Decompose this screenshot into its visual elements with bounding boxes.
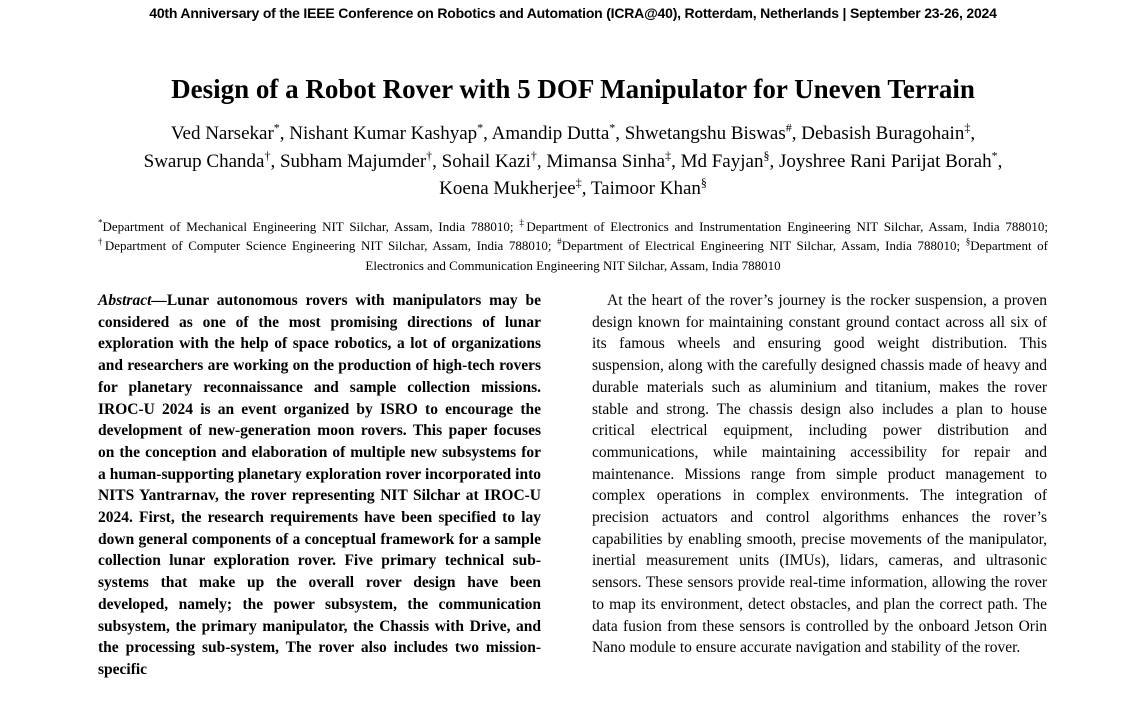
author-name: Swarup Chanda xyxy=(143,150,265,172)
conference-header: 40th Anniversary of the IEEE Conference on Robotics and Automation (ICRA@40), Rotterdam, Netherlands | September 23-26, 2024 xyxy=(149,5,997,21)
author-entry xyxy=(279,120,484,144)
affiliation-marker: * xyxy=(609,120,616,135)
author-block xyxy=(98,120,1048,203)
author-name: , xyxy=(997,150,1003,172)
author-name: , Shwetangshu Biswas xyxy=(615,123,786,144)
author-entry xyxy=(998,151,1003,172)
author-entry xyxy=(970,123,975,144)
affiliation-entry xyxy=(519,219,1048,234)
affiliation-marker: * xyxy=(991,148,998,163)
author-name: Ved Narsekar xyxy=(170,123,274,144)
affiliation-marker: § xyxy=(763,148,770,163)
author-entry xyxy=(432,148,537,172)
author-entry xyxy=(270,148,433,172)
affiliation-text: Department of Electronics and Instrumentation Engineering NIT Silchar, Assam, India 788010; xyxy=(526,218,1049,234)
affiliation-marker: † xyxy=(426,148,433,163)
author-entry xyxy=(769,148,998,172)
author-line-3 xyxy=(98,175,1048,203)
affiliation-marker: † xyxy=(264,148,271,163)
author-name: , xyxy=(970,123,976,144)
two-column-body xyxy=(98,290,1048,681)
abstract-column xyxy=(98,290,541,681)
author-name: , Debasish Buragohain xyxy=(791,123,965,144)
author-line-2 xyxy=(98,148,1048,176)
affiliation-marker: ‡ xyxy=(665,148,672,163)
author-name: , Joyshree Rani Parijat Borah xyxy=(769,150,992,172)
affiliation-marker: * xyxy=(477,120,484,135)
affiliation-entry xyxy=(557,238,966,253)
author-name: , Amandip Dutta xyxy=(483,123,610,144)
affiliation-marker: * xyxy=(98,217,103,228)
affiliation-entry xyxy=(98,238,557,253)
affiliation-text: Department of Electronics and Communication Engineering NIT Silchar, Assam, India 788010 xyxy=(365,238,1048,273)
abstract-paragraph xyxy=(98,290,541,681)
author-name: , Sohail Kazi xyxy=(432,150,531,172)
author-name: Koena Mukherjee xyxy=(439,178,576,199)
author-entry xyxy=(671,148,770,172)
author-name: , Subham Majumder xyxy=(270,150,427,172)
author-name: , Md Fayjan xyxy=(671,150,764,172)
affiliation-marker: § xyxy=(965,236,971,247)
author-name: , Taimoor Khan xyxy=(581,178,701,199)
affiliation-text: Department of Computer Science Engineering NIT Silchar, Assam, India 788010; xyxy=(104,238,558,253)
affiliation-marker: § xyxy=(700,175,707,190)
author-entry xyxy=(170,120,280,144)
affiliation-marker: # xyxy=(557,236,562,247)
affiliations-block xyxy=(98,217,1048,276)
author-entry xyxy=(483,120,616,144)
body-paragraph: At the heart of the rover’s journey is the rocker suspension, a proven design known for maintaining constant ground contact across all six of its famous wheels and ensuring good weight distribution. This suspension, along with the carefully designed chassis made of heavy and durable materials such as aluminium and titanium, makes the rover stable and strong. The chassis design also includes a plan to house critical electrical equipment, including power distribution and communications, while maintaining accessibility for repair and maintenance. Missions range from simple product management to complex operations in complex environments. The integration of precision actuators and control algorithms enhances the rover’s capabilities by enabling smooth, precise movements of the manipulator, inertial measurement units (IMUs), lidars, cameras, and ultrasonic sensors. These sensors provide real-time information, allowing the rover to map its environment, detect obstacles, and plan the correct path. The data fusion from these sensors is controlled by the onboard Jetson Orin Nano module to ensure accurate navigation and stability of the rover. xyxy=(592,292,1047,657)
author-entry xyxy=(536,148,672,172)
body-column xyxy=(592,290,1047,681)
author-entry xyxy=(615,120,792,144)
affiliation-marker: † xyxy=(98,236,105,247)
paper-title: Design of a Robot Rover with 5 DOF Manipulator for Uneven Terrain xyxy=(171,74,975,104)
author-entry xyxy=(581,175,707,199)
affiliation-marker: ‡ xyxy=(519,217,527,228)
affiliation-marker: # xyxy=(785,120,792,135)
affiliation-entry xyxy=(98,219,519,234)
author-line-1 xyxy=(98,120,1048,148)
abstract-label: Abstract— xyxy=(98,292,167,309)
author-name: , Nishant Kumar Kashyap xyxy=(279,123,478,144)
affiliation-text: Department of Electrical Engineering NIT Silchar, Assam, India 788010; xyxy=(561,238,966,253)
affiliation-marker: * xyxy=(273,120,280,135)
author-entry xyxy=(439,175,582,199)
affiliation-marker: ‡ xyxy=(964,120,971,135)
affiliation-text: Department of Mechanical Engineering NIT Silchar, Assam, India 788010; xyxy=(102,218,520,234)
author-entry xyxy=(791,120,971,144)
affiliation-marker: ‡ xyxy=(575,175,582,190)
author-name: , Mimansa Sinha xyxy=(536,150,666,172)
abstract-text: Lunar autonomous rovers with manipulators may be considered as one of the most promising directions of lunar exploration with the help of space robotics, a lot of organizations and researchers are working on the production of high-tech rovers for planetary reconnaissance and sample collection missions. IROC-U 2024 is an event organized by ISRO to encourage the development of new-generation moon rovers. This paper focuses on the conception and elaboration of multiple new subsystems for a human-supporting planetary exploration rover incorporated into NITS Yantrarnav, the rover representing NIT Silchar at IROC-U 2024. First, the research requirements have been specified to lay down general components of a conceptual framework for a sample collection lunar exploration rover. Five primary technical sub-systems that make up the overall rover design have been developed, namely; the power subsystem, the communication subsystem, the primary manipulator, the Chassis with Drive, and the processing sub-system, The rover also includes two mission-specific xyxy=(98,292,541,678)
author-entry xyxy=(143,148,271,172)
affiliation-marker: † xyxy=(530,148,537,163)
